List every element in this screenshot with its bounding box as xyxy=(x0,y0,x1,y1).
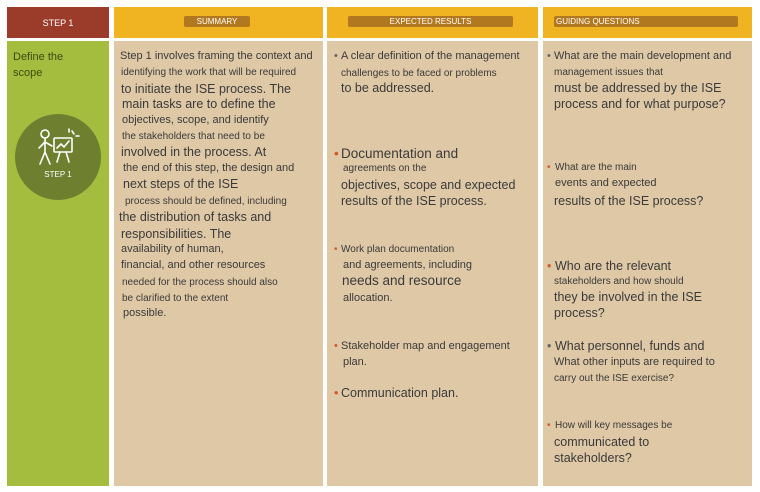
expected-line: allocation. xyxy=(343,292,393,304)
question-line: communicated to xyxy=(554,435,650,449)
question-line: What are the main development and xyxy=(554,50,732,62)
summary-header xyxy=(114,7,323,38)
step-title xyxy=(13,49,93,81)
question-line: How will key messages be xyxy=(555,420,673,431)
question-line: What are the main xyxy=(555,162,637,173)
summary-line: involved in the process. At xyxy=(121,145,267,159)
guiding-questions-column xyxy=(543,41,752,486)
step-badge xyxy=(15,114,101,200)
summary-line: objectives, scope, and identify xyxy=(122,114,269,126)
question-line: they be involved in the ISE xyxy=(554,290,703,304)
bullet: • xyxy=(334,386,339,400)
bullet: • xyxy=(547,50,551,62)
step-column xyxy=(7,41,109,486)
question-line: events and expected xyxy=(555,177,657,189)
summary-line: the distribution of tasks and xyxy=(119,210,272,224)
expected-line: needs and resource xyxy=(342,273,462,288)
summary-line: to initiate the ISE process. The xyxy=(121,82,292,96)
summary-line: the end of this step, the design and xyxy=(123,162,295,174)
planning-person-icon xyxy=(36,128,80,168)
expected-line: plan. xyxy=(343,356,367,368)
summary-column xyxy=(114,41,323,486)
question-line: stakeholders and how should xyxy=(554,276,684,287)
expected-results-header-label: EXPECTED RESULTS xyxy=(348,16,513,27)
step-header xyxy=(7,7,109,38)
summary-line: availability of human, xyxy=(121,243,224,255)
guiding-questions-header-label: GUIDING QUESTIONS xyxy=(554,16,738,27)
summary-line: Step 1 involves framing the context and xyxy=(120,50,313,62)
expected-line: Stakeholder map and engagement xyxy=(341,340,510,352)
step-badge-label: STEP 1 xyxy=(44,170,72,179)
question-line: must be addressed by the ISE xyxy=(554,81,722,95)
expected-results-header xyxy=(327,7,538,38)
summary-line: next steps of the ISE xyxy=(123,177,239,191)
bullet: • xyxy=(547,162,551,173)
question-line: What personnel, funds and xyxy=(555,339,705,353)
question-line: process? xyxy=(554,306,605,320)
question-line: carry out the ISE exercise? xyxy=(554,373,675,384)
question-line: process and for what purpose? xyxy=(554,97,726,111)
summary-line: main tasks are to define the xyxy=(122,97,276,111)
expected-line: Communication plan. xyxy=(341,386,459,400)
summary-line: the stakeholders that need to be xyxy=(122,131,265,142)
expected-line: to be addressed. xyxy=(341,81,435,95)
expected-line: objectives, scope and expected xyxy=(341,178,516,192)
expected-line: challenges to be faced or problems xyxy=(341,68,497,79)
expected-line: Documentation and xyxy=(341,146,459,161)
question-line: management issues that xyxy=(554,67,663,78)
summary-line: identifying the work that will be required xyxy=(121,67,297,78)
expected-results-column xyxy=(327,41,538,486)
step-title-line: Define the xyxy=(13,51,64,63)
expected-line: Work plan documentation xyxy=(341,244,455,255)
summary-header-label: SUMMARY xyxy=(184,16,250,27)
bullet: • xyxy=(334,340,338,352)
question-line: Who are the relevant xyxy=(555,259,672,273)
bullet: • xyxy=(547,259,552,273)
summary-line: process should be defined, including xyxy=(125,196,287,207)
summary-line: needed for the process should also xyxy=(122,277,278,288)
guiding-questions-header xyxy=(543,7,752,38)
bullet: • xyxy=(334,146,339,161)
bullet: • xyxy=(547,420,551,431)
summary-line: responsibilities. The xyxy=(121,227,232,241)
bullet: • xyxy=(334,50,338,62)
step-header-label: STEP 1 xyxy=(42,17,74,28)
expected-line: agreements on the xyxy=(343,163,427,174)
step-title-line: scope xyxy=(13,67,43,79)
summary-line: financial, and other resources xyxy=(121,259,266,271)
expected-line: results of the ISE process. xyxy=(341,194,487,208)
bullet: • xyxy=(334,244,338,255)
summary-line: be clarified to the extent xyxy=(122,293,229,304)
bullet: • xyxy=(547,339,552,353)
question-line: What other inputs are required to xyxy=(554,356,715,368)
expected-line: A clear definition of the management xyxy=(341,50,520,62)
summary-line: possible. xyxy=(123,307,167,319)
expected-line: and agreements, including xyxy=(343,259,473,271)
question-line: results of the ISE process? xyxy=(554,194,704,208)
question-line: stakeholders? xyxy=(554,451,632,465)
